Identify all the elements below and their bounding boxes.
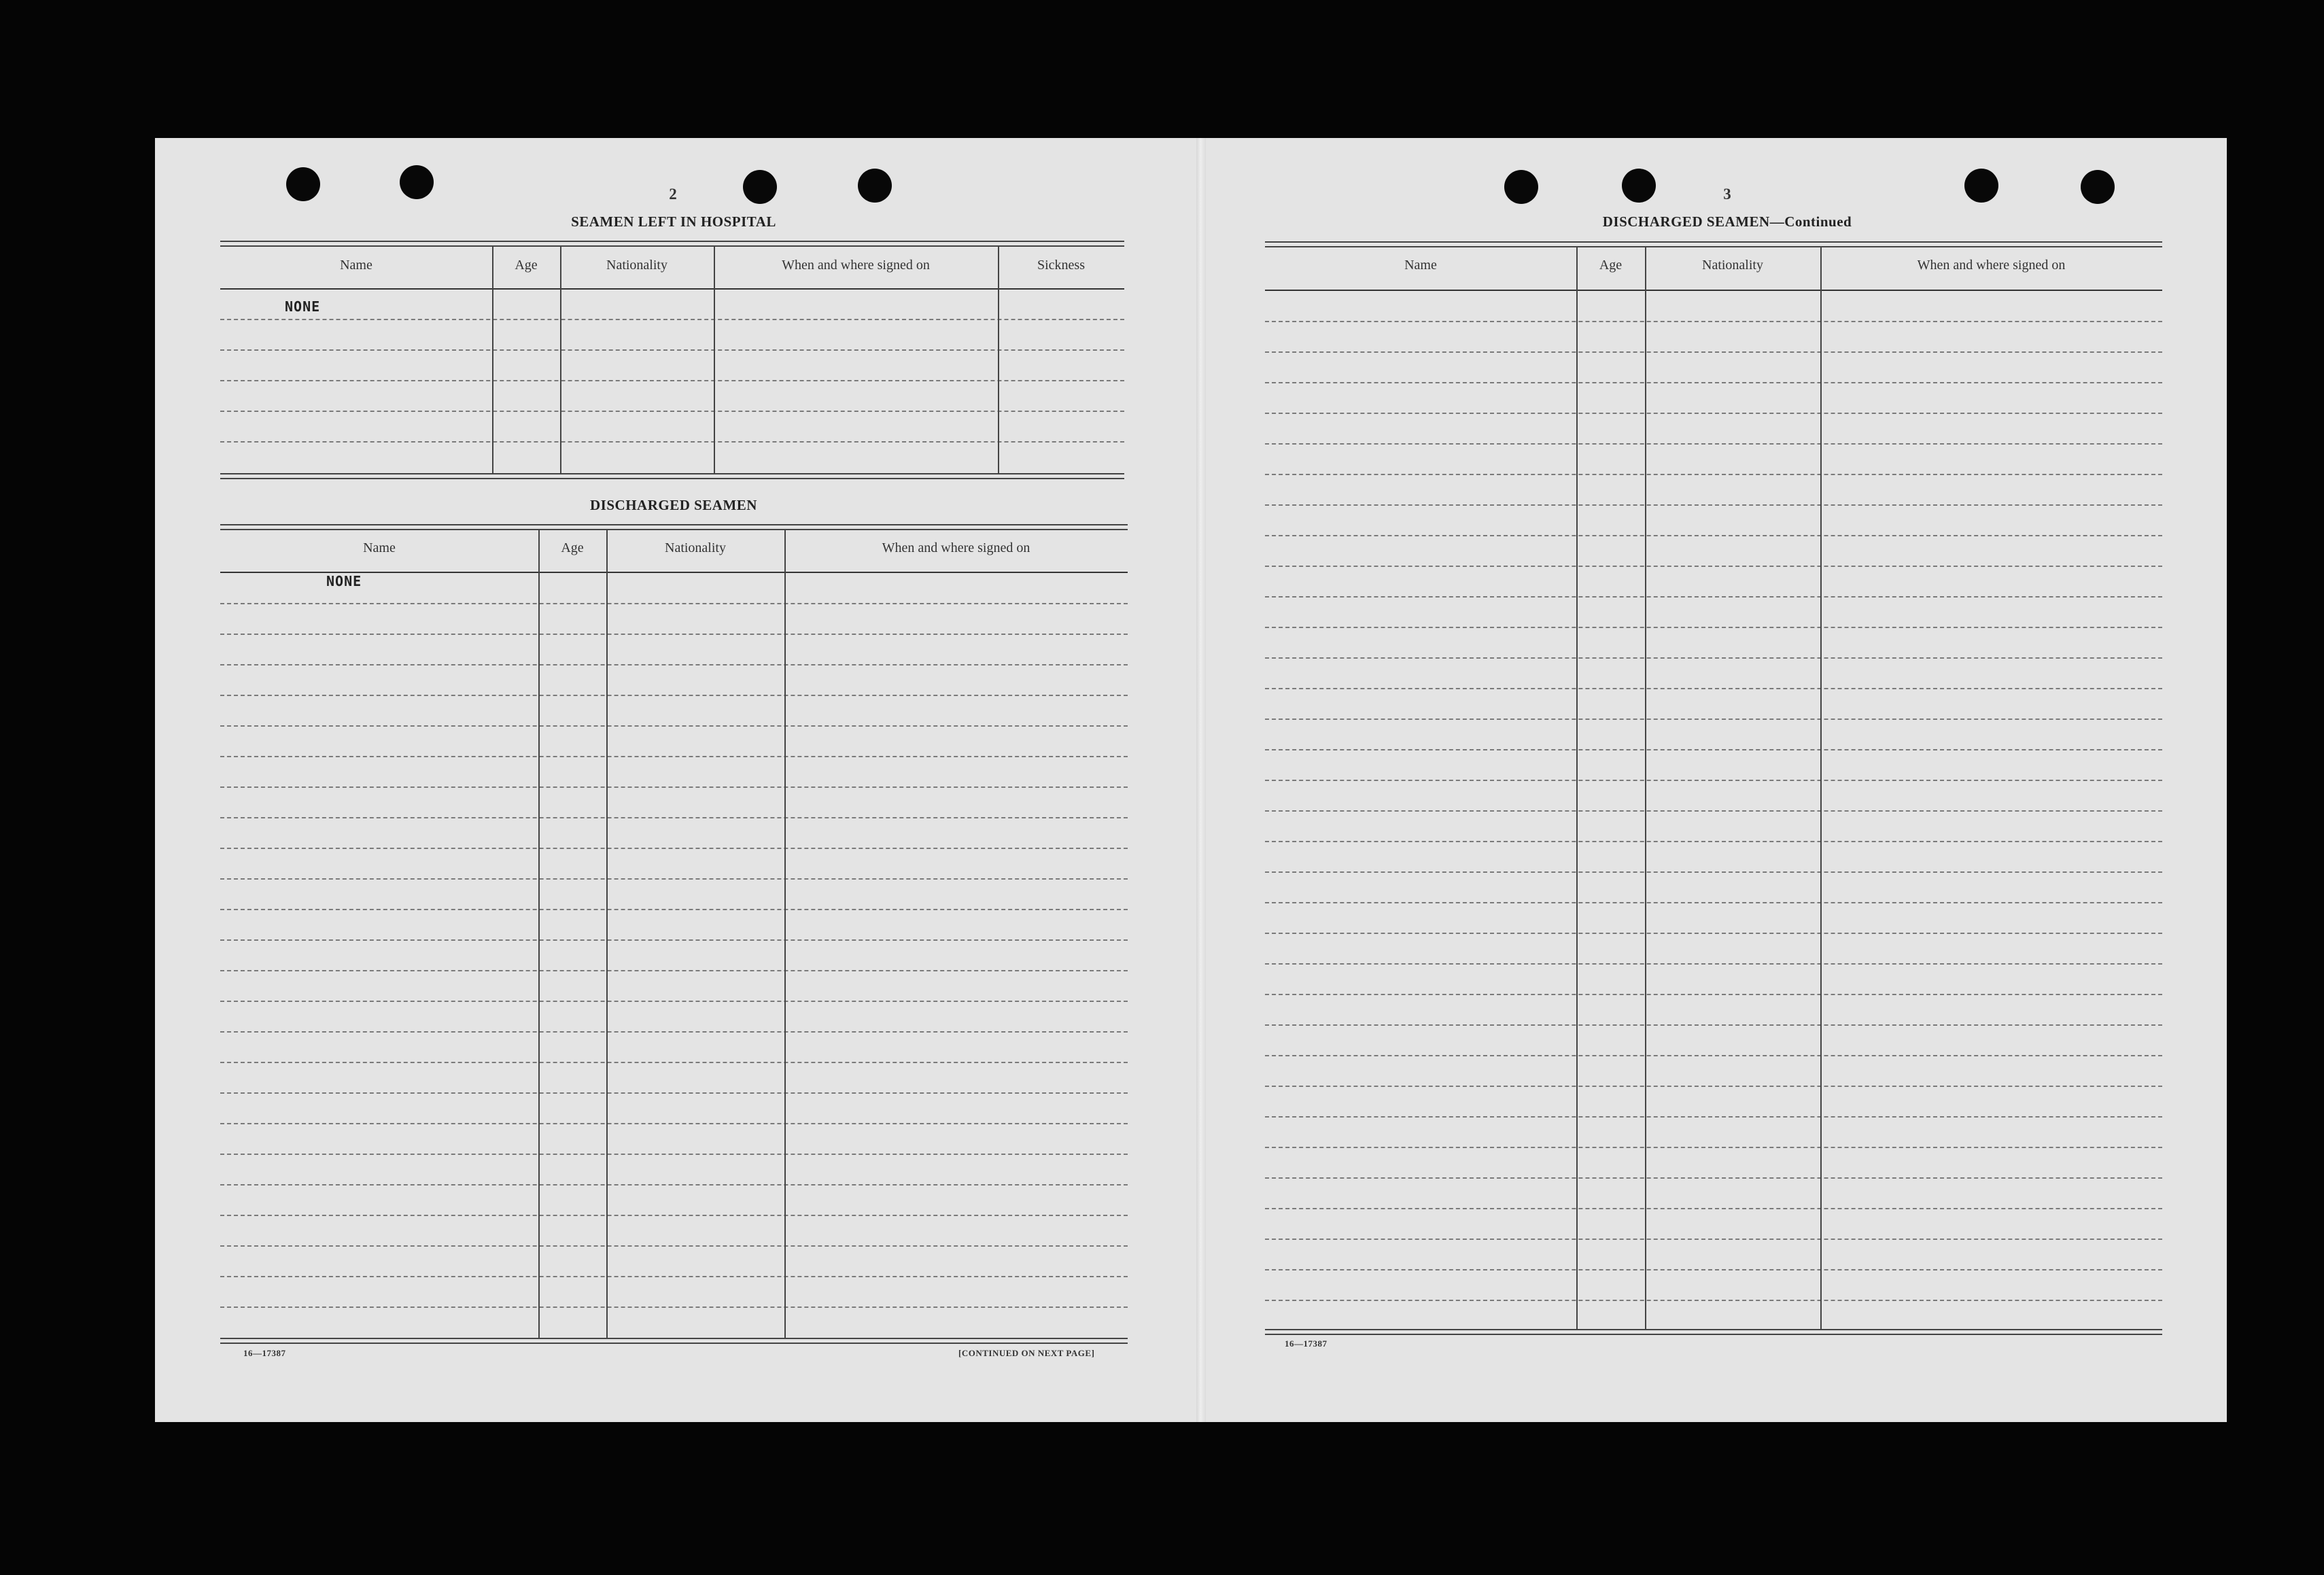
form-row-line	[1265, 841, 2162, 842]
discharged-col-divider	[784, 530, 786, 1338]
form-row-line	[1265, 1147, 2162, 1148]
form-row-line	[1265, 780, 2162, 781]
form-row-line	[220, 1031, 1128, 1033]
hospital-col-age: Age	[515, 258, 538, 273]
form-row-line	[1265, 719, 2162, 720]
form-row-line	[220, 786, 1128, 788]
form-row-line	[220, 1184, 1128, 1185]
punch-hole	[1504, 170, 1538, 204]
form-row-line	[1265, 1208, 2162, 1209]
form-row-line	[220, 1276, 1128, 1277]
hospital-header-rule	[220, 288, 1124, 290]
page-number-left: 2	[669, 186, 677, 203]
form-row-line	[1265, 994, 2162, 995]
form-row-line	[220, 939, 1128, 941]
discharged-col-divider	[538, 530, 540, 1338]
form-row-line	[1265, 474, 2162, 475]
document-sheet	[155, 138, 2227, 1422]
hospital-row-line	[220, 380, 1124, 381]
hospital-row-line	[220, 319, 1124, 320]
form-row-line	[220, 1306, 1128, 1308]
hospital-col-divider	[998, 246, 999, 473]
hospital-col-signed-on: When and where signed on	[782, 258, 930, 273]
discharged-col-nationality: Nationality	[665, 540, 726, 555]
form-row-line	[220, 1001, 1128, 1002]
right-top-rule	[1265, 241, 2162, 247]
form-row-line	[1265, 535, 2162, 536]
form-row-line	[1265, 413, 2162, 414]
punch-hole	[1622, 169, 1656, 203]
form-row-line	[220, 970, 1128, 971]
form-row-line	[1265, 1116, 2162, 1118]
discharged-bottom-rule	[220, 1338, 1128, 1344]
form-row-line	[1265, 688, 2162, 689]
punch-hole	[2081, 170, 2115, 204]
punch-hole	[743, 170, 777, 204]
punch-hole	[1964, 169, 1998, 203]
form-row-line	[1265, 810, 2162, 812]
form-row-line	[220, 756, 1128, 757]
discharged-col-divider	[606, 530, 608, 1338]
hospital-row-line	[220, 411, 1124, 412]
right-bottom-rule	[1265, 1329, 2162, 1335]
form-row-line	[220, 664, 1128, 665]
form-row-line	[220, 909, 1128, 910]
punch-hole	[858, 169, 892, 203]
hospital-col-nationality: Nationality	[606, 258, 667, 273]
form-row-line	[220, 848, 1128, 849]
hospital-col-divider	[492, 246, 493, 473]
form-row-line	[220, 1215, 1128, 1216]
continued-note: [CONTINUED ON NEXT PAGE]	[958, 1348, 1095, 1358]
discharged-col-signed-on: When and where signed on	[882, 540, 1030, 555]
form-row-line	[220, 634, 1128, 635]
discharged-col-name: Name	[363, 540, 396, 555]
form-row-line	[1265, 1024, 2162, 1026]
discharged-entry-none: NONE	[326, 573, 362, 589]
form-row-line	[1265, 963, 2162, 965]
discharged-top-rule	[220, 524, 1128, 530]
form-row-line	[1265, 871, 2162, 873]
form-row-line	[1265, 627, 2162, 628]
form-row-line	[220, 1154, 1128, 1155]
form-row-line	[1265, 1177, 2162, 1179]
discharged-col-age: Age	[561, 540, 584, 555]
form-row-line	[220, 1062, 1128, 1063]
discharged-section-title: DISCHARGED SEAMEN	[590, 497, 757, 513]
form-row-line	[1265, 1269, 2162, 1270]
form-row-line	[220, 603, 1128, 604]
page-fold	[1196, 138, 1206, 1422]
form-number-right: 16—17387	[1285, 1338, 1328, 1349]
form-row-line	[1265, 443, 2162, 445]
right-header-rule	[1265, 290, 2162, 291]
form-row-line	[1265, 749, 2162, 750]
page-number-right: 3	[1723, 186, 1731, 203]
hospital-row-line	[220, 349, 1124, 351]
hospital-col-divider	[560, 246, 561, 473]
discharged-continued-title: DISCHARGED SEAMEN—Continued	[1602, 213, 1852, 230]
right-col-age: Age	[1599, 258, 1623, 273]
hospital-col-divider	[714, 246, 715, 473]
hospital-section-title: SEAMEN LEFT IN HOSPITAL	[571, 213, 776, 230]
form-row-line	[1265, 1300, 2162, 1301]
form-row-line	[1265, 566, 2162, 567]
form-row-line	[220, 1245, 1128, 1247]
form-row-line	[1265, 382, 2162, 383]
right-col-divider	[1576, 247, 1578, 1330]
hospital-col-name: Name	[340, 258, 372, 273]
form-row-line	[1265, 321, 2162, 322]
hospital-row-line	[220, 441, 1124, 443]
form-row-line	[1265, 504, 2162, 506]
hospital-col-sickness: Sickness	[1037, 258, 1085, 273]
right-col-nationality: Nationality	[1702, 258, 1763, 273]
right-col-name: Name	[1404, 258, 1437, 273]
right-col-divider	[1820, 247, 1822, 1330]
form-row-line	[220, 1123, 1128, 1124]
hospital-top-rule	[220, 241, 1124, 247]
form-row-line	[1265, 933, 2162, 934]
form-row-line	[220, 695, 1128, 696]
form-row-line	[1265, 1086, 2162, 1087]
form-row-line	[1265, 657, 2162, 659]
form-row-line	[220, 1092, 1128, 1094]
hospital-bottom-rule	[220, 473, 1124, 479]
hospital-entry-none: NONE	[285, 298, 321, 315]
form-row-line	[1265, 902, 2162, 903]
form-row-line	[220, 725, 1128, 727]
form-row-line	[220, 878, 1128, 880]
form-row-line	[1265, 1055, 2162, 1056]
right-col-signed-on: When and where signed on	[1917, 258, 2066, 273]
form-row-line	[220, 817, 1128, 818]
punch-hole	[286, 167, 320, 201]
form-row-line	[1265, 596, 2162, 598]
punch-hole	[400, 165, 434, 199]
form-row-line	[1265, 1239, 2162, 1240]
right-col-divider	[1645, 247, 1646, 1330]
form-row-line	[1265, 351, 2162, 353]
form-number-left: 16—17387	[243, 1348, 286, 1358]
